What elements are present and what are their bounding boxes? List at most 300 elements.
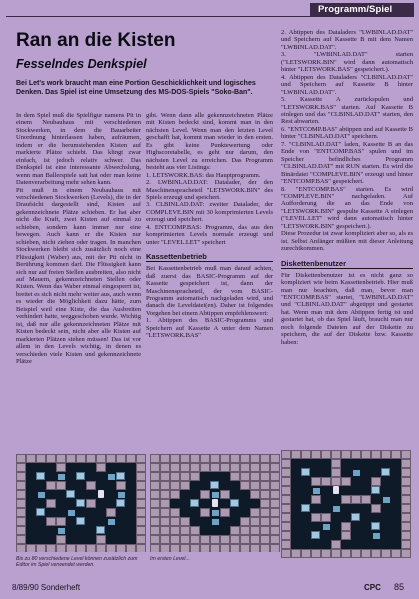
wall-tile (190, 454, 200, 463)
paragraph: 4. Abtippen des Dataladers "CLBINLAD.DAT" und Speichern auf Kassette B hinter "LWBINLAD.DAT". (281, 73, 413, 96)
wall-tile (281, 504, 291, 513)
issue-label: 8/89/90 Sonderheft (12, 583, 81, 592)
wall-tile (170, 526, 180, 535)
paragraph: Diese Prozedur ist zwar kompliziert aber so, als es ist. Selbst Anfänger müßten mit dieser Anleitung zurechtkommen. (281, 230, 413, 253)
crate-tile (230, 499, 239, 507)
wall-tile (341, 450, 351, 459)
wall-tile (270, 490, 280, 499)
wall-tile (230, 454, 240, 463)
paragraph: 3. CLBINLAD.DAT: zweiter Datalader, der COMPLEVE.BIN mit 30 komprimierten Levels erzeugt und speichert. (146, 201, 273, 224)
crate-tile (76, 517, 85, 525)
wall-tile (200, 490, 210, 499)
wall-tile (220, 508, 230, 517)
wall-tile (230, 463, 240, 472)
screenshot-caption-left: Bis zu 80 verschiedene Level können zusätzlich zum Editor im Spiel verwendet werden. (16, 556, 138, 569)
crate-tile (301, 468, 310, 476)
wall-tile (401, 477, 411, 486)
crate-tile (116, 472, 125, 480)
wall-tile (281, 486, 291, 495)
paragraph: In dem Spiel muß die Spielfigur namens Pit in einem Neubauhaus mit verschiedenen Stockwerken, in dem die Bauarbeiter Unordnung hinterlassen haben, aufräumen, indem er die herumstehenden Kisten auf markierte Plätze schiebt. Das klingt zwar einfach, ist jedoch relativ schwer. Das Denkspiel ist eine interessante Abwechslung, wenn man Ballerspiele satt hat oder man keine Datenverarbeitung mehr sehen kann. (16, 112, 141, 187)
wall-tile (281, 468, 291, 477)
wall-tile (311, 450, 321, 459)
goal-tile (212, 510, 219, 516)
text-column-3 (281, 29, 413, 346)
wall-tile (76, 454, 86, 463)
wall-tile (361, 450, 371, 459)
crate-tile (36, 508, 45, 516)
wall-tile (260, 526, 270, 535)
wall-tile (240, 517, 250, 526)
wall-tile (351, 495, 361, 504)
wall-tile (116, 544, 126, 552)
wall-tile (331, 459, 341, 468)
wall-tile (200, 463, 210, 472)
wall-tile (170, 490, 180, 499)
wall-tile (331, 477, 341, 486)
wall-tile (86, 454, 96, 463)
wall-tile (240, 526, 250, 535)
goal-tile (108, 519, 115, 525)
goal-tile (38, 492, 45, 498)
wall-tile (311, 513, 321, 522)
wall-tile (220, 454, 230, 463)
wall-tile (260, 517, 270, 526)
wall-tile (170, 544, 180, 552)
wall-tile (260, 499, 270, 508)
paragraph: gibt. Wenn dann alle gekennzeichneten Plätze mit Kisten bedeckt sind, kommt man in den nächsten Level. Wenn man den letzten Level geschafft hat, kommt man wieder in den ersten. Es gibt keine Punktewertung oder Highscoretabelle, es geht nur darum, den nächsten Level zu erreichen. Das Programm besteht aus vier Listings: (146, 112, 273, 172)
wall-tile (210, 535, 220, 544)
wall-tile (331, 468, 341, 477)
crate-tile (76, 499, 85, 507)
wall-tile (401, 459, 411, 468)
paragraph: 4. ENTCOMP.BAS: Programm, das aus den komprimierten Levels normale erzeugt und unter "LEVEL.LET" speichert (146, 223, 273, 246)
wall-tile (170, 472, 180, 481)
wall-tile (160, 472, 170, 481)
wall-tile (180, 535, 190, 544)
wall-tile (16, 526, 26, 535)
wall-tile (136, 517, 146, 526)
wall-tile (240, 463, 250, 472)
paragraph: 1. LETSWORK.BAS: das Hauptprogramm. (146, 171, 261, 179)
wall-tile (240, 454, 250, 463)
wall-tile (106, 508, 116, 517)
wall-tile (260, 508, 270, 517)
wall-tile (240, 544, 250, 552)
wall-tile (260, 463, 270, 472)
wall-tile (210, 544, 220, 552)
wall-tile (250, 463, 260, 472)
wall-tile (250, 508, 260, 517)
wall-tile (210, 463, 220, 472)
wall-tile (46, 499, 56, 508)
crate-tile (210, 481, 219, 489)
wall-tile (270, 463, 280, 472)
wall-tile (16, 499, 26, 508)
wall-tile (230, 526, 240, 535)
wall-tile (150, 526, 160, 535)
wall-tile (170, 517, 180, 526)
wall-tile (321, 513, 331, 522)
wall-tile (250, 535, 260, 544)
wall-tile (136, 508, 146, 517)
wall-tile (351, 549, 361, 558)
wall-tile (150, 454, 160, 463)
wall-tile (86, 499, 96, 508)
wall-tile (260, 490, 270, 499)
article-subtitle: Fesselndes Denkspiel (16, 57, 147, 71)
wall-tile (341, 549, 351, 558)
wall-tile (136, 526, 146, 535)
wall-tile (341, 522, 351, 531)
wall-tile (180, 526, 190, 535)
wall-tile (190, 544, 200, 552)
wall-tile (180, 463, 190, 472)
wall-tile (46, 481, 56, 490)
goal-tile (212, 492, 219, 498)
wall-tile (270, 544, 280, 552)
wall-tile (240, 535, 250, 544)
wall-tile (16, 463, 26, 472)
goal-tile (353, 470, 360, 476)
crate-tile (190, 499, 199, 507)
wall-tile (56, 535, 66, 544)
wall-tile (180, 544, 190, 552)
wall-tile (270, 481, 280, 490)
crate-tile (371, 486, 380, 494)
wall-tile (270, 472, 280, 481)
wall-tile (281, 450, 291, 459)
wall-tile (240, 472, 250, 481)
wall-tile (311, 549, 321, 558)
wall-tile (260, 454, 270, 463)
wall-tile (160, 454, 170, 463)
wall-tile (160, 481, 170, 490)
wall-tile (281, 513, 291, 522)
wall-tile (136, 544, 146, 552)
wall-tile (116, 481, 126, 490)
wall-tile (160, 517, 170, 526)
wall-tile (136, 454, 146, 463)
wall-tile (281, 549, 291, 558)
goal-tile (323, 524, 330, 530)
game-screenshot-editor (16, 454, 146, 552)
wall-tile (391, 450, 401, 459)
wall-tile (200, 544, 210, 552)
wall-tile (331, 549, 341, 558)
wall-tile (16, 535, 26, 544)
wall-tile (281, 459, 291, 468)
goal-tile (313, 488, 320, 494)
wall-tile (150, 481, 160, 490)
wall-tile (116, 454, 126, 463)
wall-tile (150, 490, 160, 499)
wall-tile (230, 535, 240, 544)
wall-tile (56, 544, 66, 552)
wall-tile (96, 535, 106, 544)
goal-tile (108, 474, 115, 480)
wall-tile (220, 544, 230, 552)
wall-tile (170, 463, 180, 472)
wall-tile (190, 526, 200, 535)
crate-tile (96, 526, 105, 534)
player-sprite (333, 486, 339, 494)
wall-tile (341, 495, 351, 504)
crate-tile (76, 472, 85, 480)
wall-tile (66, 454, 76, 463)
wall-tile (36, 544, 46, 552)
wall-tile (401, 540, 411, 549)
wall-tile (200, 508, 210, 517)
paragraph: 6. "ENTCOMP.BAS" abtippen und auf Kassette B hinter "CLBINLAD.DAT" speichern. (281, 125, 413, 141)
wall-tile (401, 531, 411, 540)
wall-tile (190, 463, 200, 472)
wall-tile (270, 526, 280, 535)
wall-tile (16, 544, 26, 552)
crate-tile (311, 531, 320, 539)
text-column-1 (16, 112, 141, 365)
wall-tile (26, 544, 36, 552)
wall-tile (250, 481, 260, 490)
wall-tile (281, 477, 291, 486)
crate-tile (66, 490, 75, 498)
paragraph: 3. "LWBINLAD.DAT" starten ("LETSWORK.BIN" wird dann automatisch hinter "LETSWORK.BAS" gespeichert.). (281, 51, 413, 74)
wall-tile (46, 517, 56, 526)
wall-tile (16, 517, 26, 526)
section-header (310, 3, 414, 17)
wall-tile (260, 544, 270, 552)
wall-tile (56, 463, 66, 472)
wall-tile (321, 549, 331, 558)
wall-tile (150, 463, 160, 472)
wall-tile (321, 477, 331, 486)
wall-tile (66, 544, 76, 552)
goal-tile (212, 519, 219, 525)
wall-tile (180, 481, 190, 490)
wall-tile (281, 495, 291, 504)
wall-tile (56, 454, 66, 463)
wall-tile (200, 454, 210, 463)
article-title: Ran an die Kisten (16, 30, 176, 51)
wall-tile (136, 463, 146, 472)
wall-tile (381, 549, 391, 558)
wall-tile (401, 495, 411, 504)
wall-tile (321, 450, 331, 459)
wall-tile (250, 544, 260, 552)
wall-tile (250, 517, 260, 526)
wall-tile (230, 472, 240, 481)
wall-tile (180, 472, 190, 481)
wall-tile (76, 544, 86, 552)
wall-tile (86, 544, 96, 552)
goal-tile (58, 474, 65, 480)
wall-tile (86, 481, 96, 490)
paragraph: 2. Abtippen des Dataladers "LWBINLAD.DAT" und Speichern auf Kassette B mit dem Namen "LWBINLAD.DAT". (281, 29, 413, 51)
wall-tile (250, 526, 260, 535)
goal-tile (383, 497, 390, 503)
wall-tile (281, 540, 291, 549)
wall-tile (136, 490, 146, 499)
wall-tile (240, 481, 250, 490)
wall-tile (180, 517, 190, 526)
goal-tile (333, 506, 340, 512)
wall-tile (160, 526, 170, 535)
wall-tile (160, 508, 170, 517)
wall-tile (96, 544, 106, 552)
crate-tile (301, 504, 310, 512)
paragraph: 2. LWBINLAD.DAT: Datalader, der den Maschinenspracheteil "LETSWORK.BIN" des Spiels erzeugt und speichert. (146, 179, 273, 201)
paragraph: Pit muß in einem Neubauhaus mit verschiedenen Stockwerken (Levels), die in der Draufsicht dargestellt sind, Kisten auf gekennzeichnete Plätze schieben. Er hat aber nicht die Kraft, zwei Kisten auf einmal zu schieben, sondern kann immer nur eine bewegen. Auch kann er die Kisten nur schieben, nicht ziehen oder tragen. In manchen Stockwerken bleibt sich zusätzlich noch eine Flüssigkeit (Waber) aus, mit der Pit nicht in Berührung kommen darf. Die Flüssigkeit kann sich nur auf freien Stellen ausbreiten, also nicht auf Mauern, gekennzeichneten Stellen oder Kisten. Wenn das Waber einmal eingesperrt ist, breitet es sich nicht mehr weiter aus, auch wenn es wieder die Möglichkeit dazu hätte, zum Beispiel weil eine Kiste, die das Ausbreiten verhindert hatte, weggeschoben wurde. Wichtig ist, daß nur alle gekennzeichneten Plätze mit Kisten bedeckt sein, nicht aber alle Kisten auf markierten Plätzen stehen müssen! Das ist vor allem in den Levels wichtig, in denen es verschieden viele Kisten und gekennzeichnete Plätze (16, 186, 141, 365)
wall-tile (341, 477, 351, 486)
wall-tile (260, 535, 270, 544)
wall-tile (281, 522, 291, 531)
wall-tile (160, 544, 170, 552)
goal-tile (373, 533, 380, 539)
wall-tile (270, 517, 280, 526)
crate-tile (371, 522, 380, 530)
wall-tile (160, 463, 170, 472)
wall-tile (136, 499, 146, 508)
article-lead: Bei Let's work braucht man eine Portion Geschicklichkeit und logisches Denken. Das Spiel ist eine Umsetzung des MS-DOS-Spiels "Soko-Ban". (16, 80, 256, 96)
section-heading-kassette: Kassettenbetrieb (146, 252, 273, 262)
paragraph: 5. Kassette A zurückspulen und "LETSWORK.BAS" starten. Auf Kassette B einlegen und das "CLBINLAD.DAT" starten, den Rest abwarten. (281, 96, 413, 126)
paragraph: 7. "CLBINLAD.DAT" laden, Kassette B an das Ende von "ENTCOMP.BAS" spulen und im Speicher befindliches Programm "CLBINLAD.DAT" mit RUN starten. Es wird die Binärdatei "COMPLEVE.BIN" erzeugt und hinter "ENTCOMP.BAS" gespeichert. (281, 140, 413, 186)
wall-tile (136, 535, 146, 544)
wall-tile (160, 535, 170, 544)
wall-tile (220, 463, 230, 472)
paragraph: Für Diskettenbenutzer ist es nicht ganz so kompliziert wie beim Kassettenbetrieb. Hier muß man nur beachten, daß man, bevor man "ENTCOMP.BAS" startet, "LWBINLAD.DAT" und "CLBINLAD.DAT" abgetippt und gestartet hat. Wenn man mit dem Abtippen fertig ist und gestartet hat, ob das Spiel läuft, braucht man nur noch folgende Dateien auf der Diskette zu speichern, die auf der Diskette bzw. Kassette haben: (281, 271, 413, 346)
wall-tile (96, 454, 106, 463)
wall-tile (36, 454, 46, 463)
magazine-logo: CPC (364, 583, 381, 592)
wall-tile (361, 495, 371, 504)
crate-tile (116, 499, 125, 507)
header-rule (6, 16, 414, 17)
wall-tile (180, 454, 190, 463)
wall-tile (371, 504, 381, 513)
wall-tile (16, 472, 26, 481)
wall-tile (190, 472, 200, 481)
wall-tile (170, 454, 180, 463)
wall-tile (16, 508, 26, 517)
wall-tile (136, 481, 146, 490)
wall-tile (16, 481, 26, 490)
player-sprite (212, 499, 218, 507)
wall-tile (106, 544, 116, 552)
wall-tile (150, 472, 160, 481)
wall-tile (401, 450, 411, 459)
wall-tile (170, 535, 180, 544)
wall-tile (281, 531, 291, 540)
wall-tile (250, 472, 260, 481)
text-column-2 (146, 112, 273, 340)
wall-tile (16, 454, 26, 463)
wall-tile (401, 504, 411, 513)
wall-tile (371, 549, 381, 558)
wall-tile (150, 508, 160, 517)
goal-tile (118, 492, 125, 498)
paragraph: Bei Kassettenbetrieb muß man darauf achten, daß zuerst das BASIC-Programm auf der Kassette gespeichert ist, dann der Maschinenspracheteil, der vom BASIC-Programm automatisch nachgeladen wird, und danach die Leveldatei(en). Daher ist folgendes Vorgehen bei einem Abtippen empfehlenswert: (146, 265, 273, 317)
game-screenshot-level-detail (281, 450, 411, 558)
wall-tile (16, 490, 26, 499)
wall-tile (270, 499, 280, 508)
wall-tile (160, 499, 170, 508)
wall-tile (401, 549, 411, 558)
wall-tile (26, 454, 36, 463)
wall-tile (150, 535, 160, 544)
wall-tile (291, 549, 301, 558)
wall-tile (170, 508, 180, 517)
page-number: 85 (394, 582, 405, 592)
wall-tile (150, 499, 160, 508)
wall-tile (401, 468, 411, 477)
wall-tile (331, 540, 341, 549)
wall-tile (46, 454, 56, 463)
wall-tile (96, 463, 106, 472)
game-screenshot-level (150, 454, 280, 552)
wall-tile (150, 517, 160, 526)
paragraph: 1. Abtippen des BASIC-Programms und Speichern auf Kassette A unter dem Namen "LETSWORK.BAS" (146, 317, 273, 340)
wall-tile (381, 450, 391, 459)
paragraph: 8. "ENTCOMP.BAS" starten. Es wird "COMPLEVE.BIN" nachgeladen. Auf Aufforderung die an das Ende von "LETSWORK.BIN" gespulte Kassette A einlegen ("LEVEL.LET" wird dann automatisch hinter "LETSWORK.BIN" gespeichert.). (281, 185, 413, 230)
wall-tile (220, 535, 230, 544)
wall-tile (311, 477, 321, 486)
wall-tile (301, 450, 311, 459)
wall-tile (270, 535, 280, 544)
player-sprite (98, 490, 104, 498)
wall-tile (260, 481, 270, 490)
goal-tile (58, 528, 65, 534)
wall-tile (351, 450, 361, 459)
wall-tile (311, 495, 321, 504)
wall-tile (341, 531, 351, 540)
wall-tile (56, 481, 66, 490)
wall-tile (361, 549, 371, 558)
wall-tile (160, 490, 170, 499)
wall-tile (200, 535, 210, 544)
wall-tile (291, 450, 301, 459)
crate-tile (36, 472, 45, 480)
section-heading-diskette: Diskettenbenutzer (281, 259, 413, 269)
wall-tile (371, 477, 381, 486)
wall-tile (270, 454, 280, 463)
wall-tile (371, 450, 381, 459)
wall-tile (170, 481, 180, 490)
goal-tile (68, 510, 75, 516)
wall-tile (126, 454, 136, 463)
wall-tile (56, 517, 66, 526)
crate-tile (381, 468, 390, 476)
wall-tile (126, 544, 136, 552)
wall-tile (210, 454, 220, 463)
wall-tile (391, 549, 401, 558)
wall-tile (250, 490, 260, 499)
wall-tile (220, 490, 230, 499)
wall-tile (106, 454, 116, 463)
crate-tile (351, 513, 360, 521)
wall-tile (190, 535, 200, 544)
screenshot-caption-right: Im ersten Level... (150, 556, 190, 562)
wall-tile (260, 472, 270, 481)
wall-tile (401, 522, 411, 531)
wall-tile (250, 454, 260, 463)
wall-tile (401, 513, 411, 522)
wall-tile (301, 549, 311, 558)
section-label: Programm/Spiel (318, 4, 393, 15)
wall-tile (150, 544, 160, 552)
wall-tile (331, 450, 341, 459)
wall-tile (230, 544, 240, 552)
wall-tile (136, 472, 146, 481)
